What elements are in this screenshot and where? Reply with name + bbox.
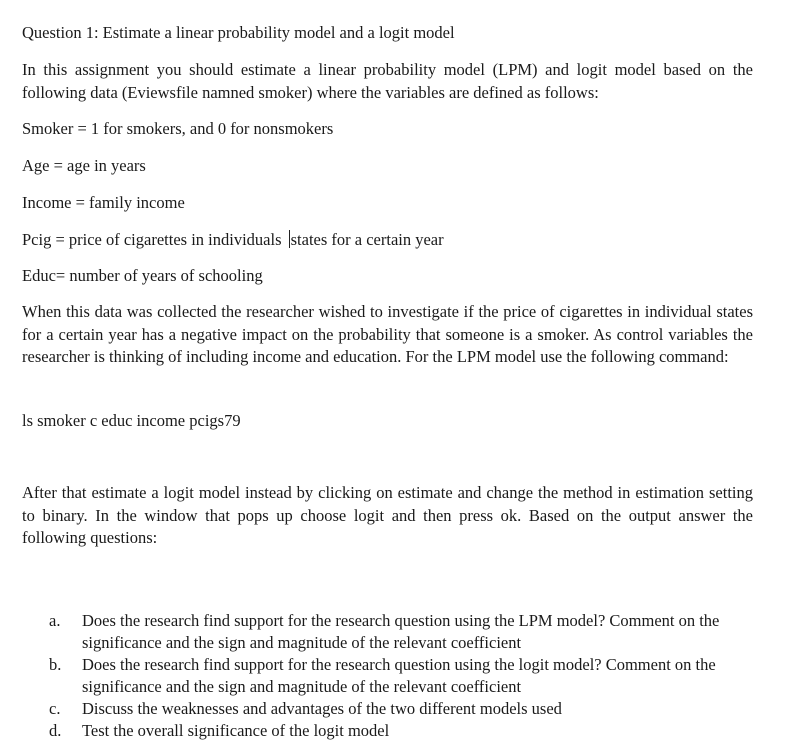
subquestion-a: [22, 610, 762, 654]
subquestion-c: [22, 698, 762, 720]
variable-pcig-text-rest: states for a certain year: [290, 230, 444, 249]
subquestion-d: [22, 720, 762, 742]
variable-pcig-text: Pcig = price of cigarettes in individuals: [22, 230, 286, 249]
subquestion-marker: a.: [49, 611, 61, 630]
variable-age: Age = age in years: [22, 156, 146, 175]
variable-income: Income = family income: [22, 193, 185, 212]
variable-smoker: Smoker = 1 for smokers, and 0 for nonsmokers: [22, 119, 334, 138]
lpm-command: ls smoker c educ income pcigs79: [22, 411, 241, 430]
research-paragraph: When this data was collected the researcher wished to investigate if the price of cigarettes in individual states for a certain year has a negative impact on the probability that someone is a smoker. As control variables the researcher is thinking of including income and education. For the LPM model use the following command:: [22, 302, 753, 366]
intro-paragraph: In this assignment you should estimate a linear probability model (LPM) and logit model based on the following data (Eviewsfile namned smoker) where the variables are defined as follows:: [22, 60, 753, 102]
subquestion-marker: c.: [49, 699, 61, 718]
subquestion-text: Does the research find support for the research question using the logit model? Comment on the significance and the sign and magnitude of the relevant coefficient: [82, 655, 716, 696]
subquestion-marker: d.: [49, 721, 62, 740]
text-cursor: [289, 230, 290, 248]
subquestion-list: [22, 610, 762, 742]
subquestion-text: Test the overall significance of the logit model: [82, 721, 390, 740]
subquestion-text: Discuss the weaknesses and advantages of the two different models used: [82, 699, 562, 718]
variable-pcig: [22, 229, 444, 251]
subquestion-b: [22, 654, 762, 698]
subquestion-marker: b.: [49, 655, 62, 674]
subquestion-text: Does the research find support for the research question using the LPM model? Comment on the significance and the sign and magnitude of the relevant coefficient: [82, 611, 720, 652]
variable-educ: Educ= number of years of schooling: [22, 266, 263, 285]
question-title: Question 1: Estimate a linear probability model and a logit model: [22, 23, 455, 42]
logit-paragraph: After that estimate a logit model instead by clicking on estimate and change the method in estimation setting to binary. In the window that pops up choose logit and then press ok. Based on the output answer the following questions:: [22, 483, 753, 547]
